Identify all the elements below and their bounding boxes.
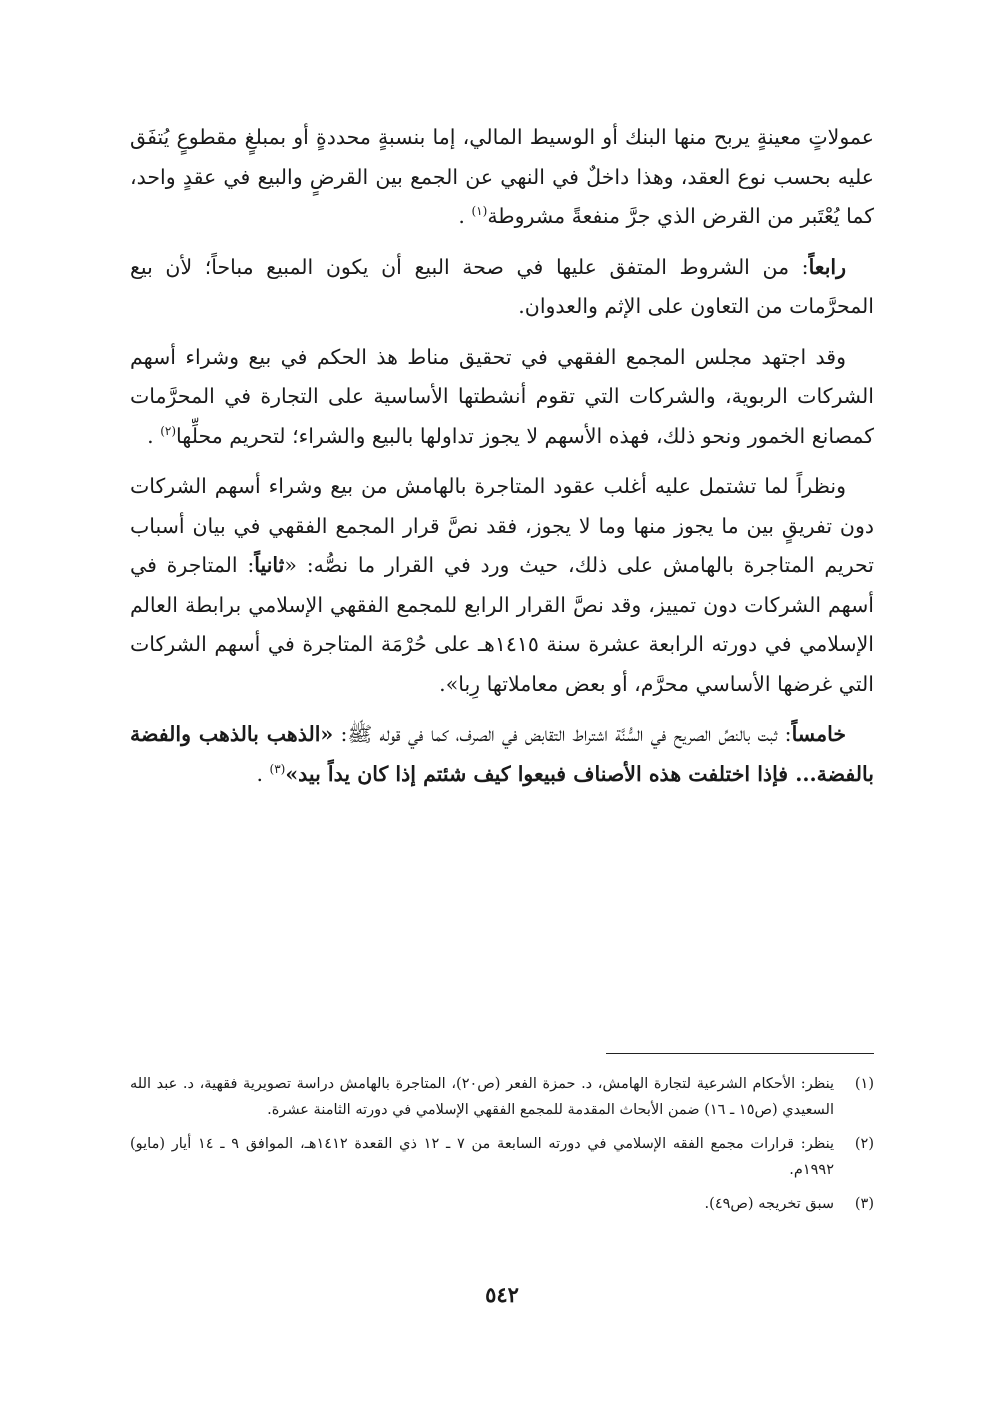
- footnote-number: (٣): [854, 1196, 874, 1212]
- paragraph-4: ونظراً لما تشتمل عليه أغلب عقود المتاجرة بالهامش من بيع وشراء أسهم الشركات دون تفريقٍ بين ما يجوز منها وما لا يجوز، فقد نصَّ قرار المجمع الفقهي في بيان أسباب تحريم المتاجرة بالهامش على ذلك، حيث ورد في القرار ما نصُّه: «ثانياً: المتاجرة في أسهم الشركات دون تمييز، وقد نصَّ القرار الرابع للمجمع الفقهي الإسلامي برابطة العالم الإسلامي في دورته الرابعة عشرة سنة ١٤١٥هـ على حُرْمَة المتاجرة في أسهم الشركات التي غرضها الأساسي محرَّم، أو بعض معاملاتها رِبا».: [130, 474, 875, 696]
- page-number: ٥٤٢: [485, 1282, 519, 1307]
- footnote-text: ينظر: الأحكام الشرعية لتجارة الهامش، د. حمزة الفعر (ص٢٠)، المتاجرة بالهامش دراسة تصويرية فقهية، د. عبد الله السعيدي (ص١٥ ـ ١٦) ضمن الأبحاث المقدمة للمجمع الفقهي الإسلامي في دورته الثامنة عشرة.: [130, 1076, 834, 1118]
- point-heading-2: ثانياً: [254, 553, 285, 577]
- footnote-number: (٢): [854, 1136, 874, 1152]
- footnote-ref-2[interactable]: (٢): [160, 423, 177, 438]
- main-text: [130, 118, 874, 805]
- paragraph-1: عمولاتٍ معينةٍ يربح منها البنك أو الوسيط المالي، إما بنسبةٍ محددةٍ أو بمبلغٍ مقطوعٍ يُتفَق عليه بحسب نوع العقد، وهذا داخلٌ في النهي عن الجمع بين القرضٍ والبيع في عقدٍ واحد، كما يُعْتَبر من القرض الذي جرَّ منفعةً مشروطة$^{(١)}$ .: [130, 125, 874, 228]
- footnote-separator: [606, 1053, 874, 1054]
- footnote-text: ينظر: قرارات مجمع الفقه الإسلامي في دورته السابعة من ٧ ـ ١٢ ذي القعدة ١٤١٢هـ، الموافق ٩ ـ ١٤ أيار (مايو) ١٩٩٢م.: [130, 1136, 835, 1178]
- point-heading-4: رابعاً: [808, 254, 846, 279]
- paragraph-5: خامساً: ثبت بالنصِّ الصريح في السُّنَّة اشتراط التقابض في الصرف، كما في قوله ﷺ: «الذهب بالذهب والفضة بالفضة... فإذا اختلفت هذه الأصناف فبيعوا كيف شئتم إذا كان يداً بيد»$^{(٣)}$ .: [130, 722, 874, 786]
- footnote-ref-1[interactable]: (١): [471, 204, 488, 219]
- paragraph-3: وقد اجتهد مجلس المجمع الفقهي في تحقيق مناط هذ الحكم في بيع وشراء أسهم الشركات الربوية، والشركات التي تقوم أنشطتها الأساسية على التجارة في المحرَّمات كمصانع الخمور ونحو ذلك، فهذه الأسهم لا يجوز تداولها بالبيع والشراء؛ لتحريم محلِّها$^{(٢)}$ .: [130, 344, 874, 448]
- footnote-1: [130, 1071, 874, 1123]
- point-heading-5: خامساً: [791, 722, 846, 746]
- footnote-3: [130, 1191, 874, 1217]
- footnote-2: [130, 1131, 874, 1183]
- paragraph-2: رابعاً: من الشروط المتفق عليها في صحة البيع أن يكون المبيع مباحاً؛ لأن بيع المحرَّمات من التعاون على الإثم والعدوان.: [130, 254, 874, 318]
- hadith-quote: «الذهب بالذهب والفضة بالفضة... فإذا اختلفت هذه الأصناف فبيعوا كيف شئتم إذا كان يداً بيد»: [130, 722, 874, 786]
- footnote-ref-3[interactable]: (٣): [269, 761, 286, 776]
- footnote-number: (١): [854, 1076, 874, 1092]
- footnote-text: سبق تخريجه (ص٤٩).: [704, 1196, 834, 1212]
- footnotes: [130, 1071, 874, 1225]
